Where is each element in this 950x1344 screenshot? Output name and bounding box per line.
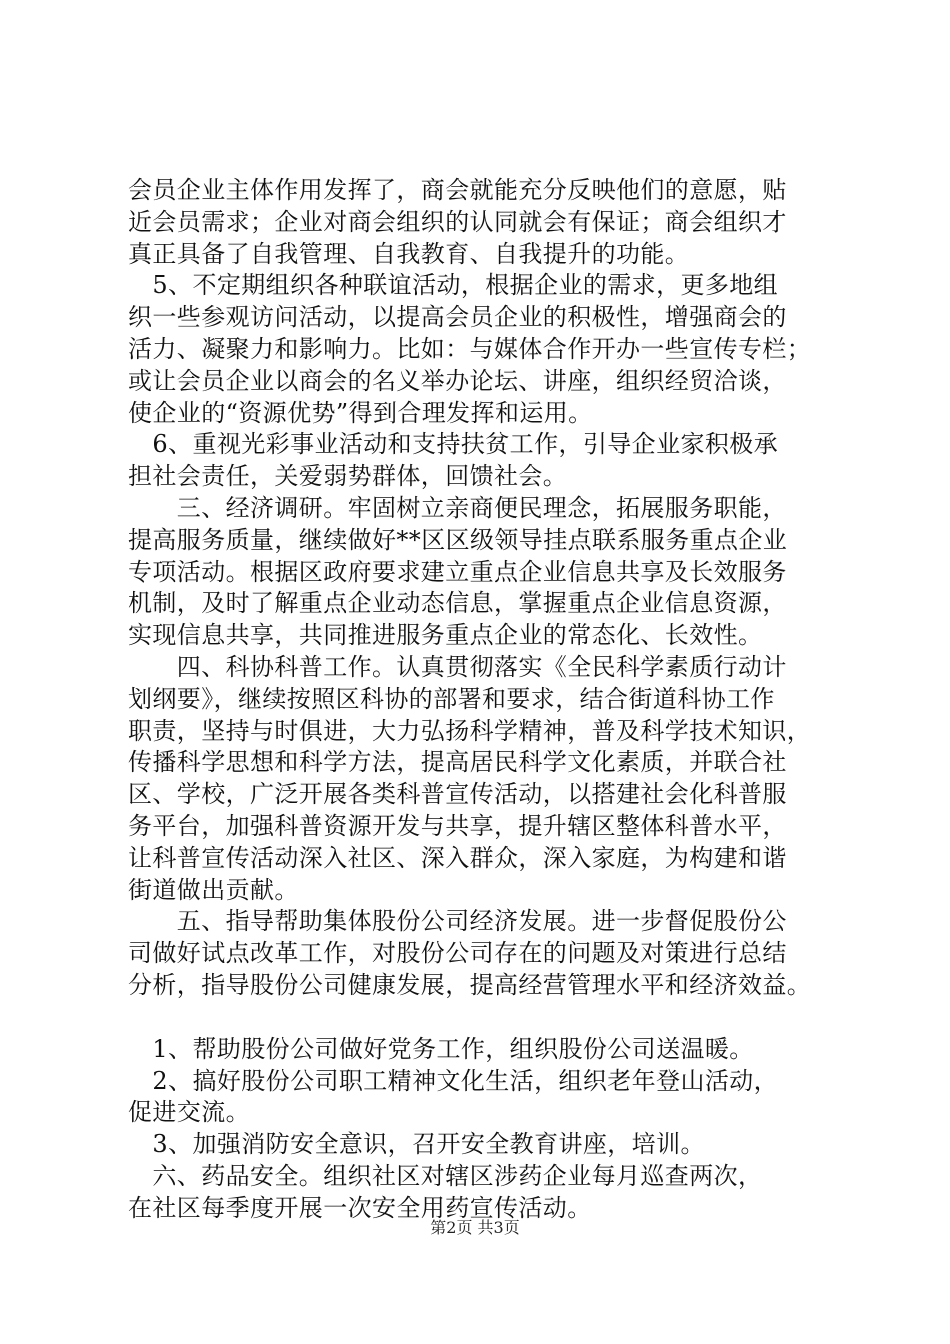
text-line: 专项活动。根据区政府要求建立重点企业信息共享及长效服务	[128, 557, 787, 586]
text-line: 五、指导帮助集体股份公司经济发展。进一步督促股份公	[128, 907, 787, 936]
text-line: 划纲要》，继续按照区科协的部署和要求，结合街道科协工作	[128, 684, 775, 713]
text-line: 区、学校，广泛开展各类科普宣传活动，以搭建社会化科普服	[128, 780, 787, 809]
text-line: 2、搞好股份公司职工精神文化生活，组织老年登山活动，	[128, 1066, 779, 1095]
document-body	[128, 175, 828, 1225]
text-line: 传播科学思想和科学方法，提高居民科学文化素质，并联合社	[128, 748, 787, 777]
text-line: 促进交流。	[128, 1098, 250, 1127]
text-line: 四、科协科普工作。认真贯彻落实《全民科学素质行动计	[128, 652, 787, 681]
text-line: 三、经济调研。牢固树立亲商便民理念，拓展服务职能，	[128, 493, 787, 522]
text-line: 担社会责任，关爱弱势群体，回馈社会。	[128, 462, 568, 491]
text-line: 在社区每季度开展一次安全用药宣传活动。	[128, 1193, 592, 1222]
text-line: 近会员需求；企业对商会组织的认同就会有保证；商会组织才	[128, 207, 787, 236]
page-footer: 第2页 共3页	[430, 1218, 520, 1237]
text-line: 实现信息共享，共同推进服务重点企业的常态化、长效性。	[128, 621, 763, 650]
text-line: 6、重视光彩事业活动和支持扶贫工作，引导企业家积极承	[128, 430, 779, 459]
text-line: 活力、凝聚力和影响力。比如：与媒体合作开办一些宣传专栏；	[128, 334, 812, 363]
text-line: 真正具备了自我管理、自我教育、自我提升的功能。	[128, 239, 690, 268]
text-line: 六、药品安全。组织社区对辖区涉药企业每月巡查两次，	[128, 1161, 763, 1190]
text-line: 机制，及时了解重点企业动态信息，掌握重点企业信息资源，	[128, 589, 787, 618]
text-line: 或让会员企业以商会的名义举办论坛、讲座，组织经贸洽谈，	[128, 366, 787, 395]
text-line: 提高服务质量，继续做好**区区级领导挂点联系服务重点企业	[128, 525, 788, 554]
text-line: 街道做出贡献。	[128, 875, 299, 904]
text-line: 使企业的“资源优势”得到合理发挥和运用。	[128, 398, 593, 427]
text-line: 职责，坚持与时俱进，大力弘扬科学精神，普及科学技术知识，	[128, 716, 812, 745]
text-line: 5、不定期组织各种联谊活动，根据企业的需求，更多地组	[128, 271, 779, 300]
text-line: 3、加强消防安全意识，召开安全教育讲座，培训。	[128, 1130, 705, 1159]
text-line: 分析，指导股份公司健康发展，提高经营管理水平和经济效益。	[128, 970, 812, 999]
text-line: 1、帮助股份公司做好党务工作，组织股份公司送温暖。	[128, 1034, 754, 1063]
text-line: 司做好试点改革工作，对股份公司存在的问题及对策进行总结	[128, 939, 787, 968]
paragraph-gap	[128, 1002, 828, 1034]
text-line: 会员企业主体作用发挥了，商会就能充分反映他们的意愿，贴	[128, 176, 787, 204]
text-line: 让科普宣传活动深入社区、深入群众，深入家庭，为构建和谐	[128, 843, 787, 872]
text-line: 织一些参观访问活动，以提高会员企业的积极性，增强商会的	[128, 303, 787, 332]
text-line: 务平台，加强科普资源开发与共享，提升辖区整体科普水平，	[128, 811, 787, 840]
